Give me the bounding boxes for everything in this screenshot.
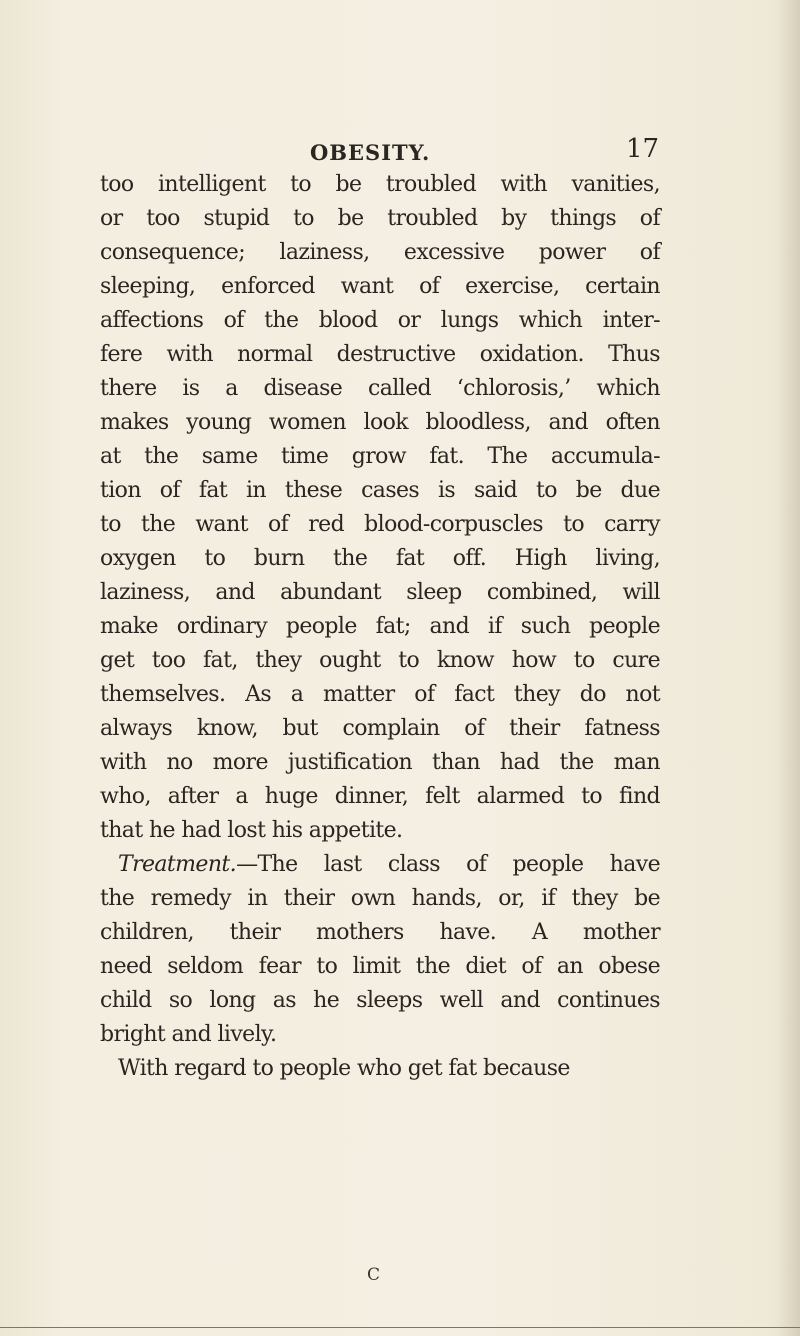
text-line: too intelligent to be troubled with vanities, xyxy=(100,172,660,197)
text-line: always know, but complain of their fatness xyxy=(100,716,660,741)
text-line: the remedy in their own hands, or, if they be xyxy=(100,886,660,911)
body-text xyxy=(100,168,660,1086)
text-line: make ordinary people fat; and if such people xyxy=(100,614,660,639)
text-line: makes young women look bloodless, and often xyxy=(100,410,660,435)
page-edge-shadow xyxy=(778,0,800,1336)
text-line: to the want of red blood-corpuscles to carry xyxy=(100,512,660,537)
treatment-paragraph-start xyxy=(100,848,660,882)
text-line: with no more justification than had the man xyxy=(100,750,660,775)
text-line: child so long as he sleeps well and continues xyxy=(100,988,660,1013)
text-line: oxygen to burn the fat off. High living, xyxy=(100,546,660,571)
final-paragraph-start: With regard to people who get fat because xyxy=(118,1056,570,1081)
page-number: 17 xyxy=(626,134,660,164)
text-line: sleeping, enforced want of exercise, certain xyxy=(100,274,660,299)
text-line: themselves. As a matter of fact they do not xyxy=(100,682,660,707)
page-header xyxy=(0,130,800,170)
text-line: fere with normal destructive oxidation. Thus xyxy=(100,342,660,367)
text-line: who, after a huge dinner, felt alarmed to find xyxy=(100,784,660,809)
text-line: laziness, and abundant sleep combined, will xyxy=(100,580,660,605)
treatment-first-line: —The last class of people have xyxy=(236,852,660,877)
text-line: affections of the blood or lungs which inter- xyxy=(100,308,660,333)
text-line: at the same time grow fat. The accumula- xyxy=(100,444,660,469)
text-line: consequence; laziness, excessive power of xyxy=(100,240,660,265)
treatment-heading: Treatment. xyxy=(118,852,237,877)
text-line: bright and lively. xyxy=(100,1022,277,1047)
text-line: children, their mothers have. A mother xyxy=(100,920,660,945)
text-line: tion of fat in these cases is said to be due xyxy=(100,478,660,503)
signature-mark: C xyxy=(367,1265,381,1285)
running-head: OBESITY. xyxy=(310,140,431,165)
text-line: that he had lost his appetite. xyxy=(100,818,403,843)
text-line: get too fat, they ought to know how to cure xyxy=(100,648,660,673)
text-line: need seldom fear to limit the diet of an obese xyxy=(100,954,660,979)
text-line: there is a disease called ‘chlorosis,’ which xyxy=(100,376,660,401)
text-line: or too stupid to be troubled by things of xyxy=(100,206,660,231)
bottom-rule xyxy=(0,1327,800,1328)
